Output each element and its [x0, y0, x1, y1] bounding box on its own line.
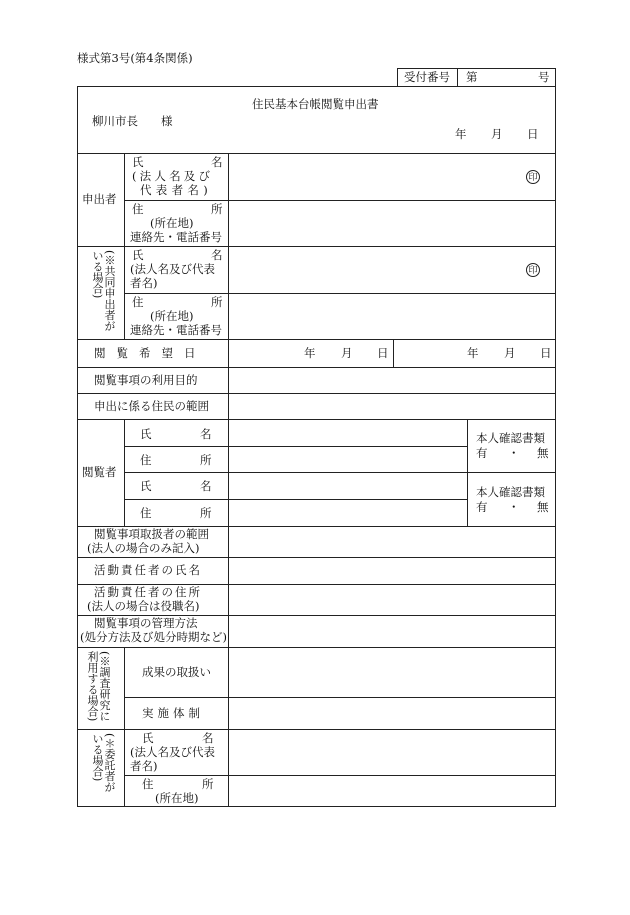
- applicant-label: 申出者: [82, 192, 117, 206]
- viewer1-name-label-1: 氏: [140, 427, 152, 441]
- viewer2-name-field[interactable]: [232, 475, 464, 496]
- co-applicant-address-sub: (所在地): [150, 309, 194, 323]
- co-applicant-address-label-1: 住: [132, 295, 144, 309]
- viewing-date-to-field[interactable]: [396, 342, 552, 364]
- contractor-address-label-2: 所: [202, 777, 214, 791]
- activity-name-label: 活動責任者の氏名: [94, 563, 202, 577]
- viewer1-name-label-2: 名: [200, 427, 212, 441]
- co-applicant-contact-label: 連絡先・電話番号: [130, 323, 222, 337]
- viewing-date-from-field[interactable]: [232, 342, 390, 364]
- contractor-name-field[interactable]: [232, 732, 552, 772]
- viewer2-id-docs-sep: ・: [508, 500, 520, 514]
- viewer2-id-docs-label: 本人確認書類: [476, 485, 545, 499]
- viewer2-address-label-2: 所: [200, 506, 212, 520]
- handler-scope-line2: (法人の場合のみ記入): [87, 541, 200, 555]
- scope-field[interactable]: [232, 396, 552, 416]
- date-month: 月: [491, 127, 503, 141]
- co-applicant-seal-icon: 印: [526, 263, 540, 277]
- scope-label: 申出に係る住民の範囲: [94, 399, 209, 413]
- contractor-label: (＊委託者がいる場合): [91, 733, 116, 793]
- viewing-date-from-day: 日: [377, 346, 389, 360]
- application-date-field[interactable]: [420, 126, 550, 143]
- applicant-name-label-1: 氏: [132, 155, 144, 169]
- research-results-label: 成果の取扱い: [142, 665, 211, 679]
- viewer1-address-label-2: 所: [200, 453, 212, 467]
- co-applicant-address-label-2: 所: [211, 295, 223, 309]
- viewer1-id-docs-no[interactable]: 無: [537, 446, 549, 460]
- contractor-address-field[interactable]: [232, 778, 552, 804]
- handler-scope-line1: 閲覧事項取扱者の範囲: [94, 527, 209, 541]
- applicant-name-field[interactable]: [232, 156, 512, 196]
- contractor-name-label-1: 氏: [142, 731, 154, 745]
- form-title: 住民基本台帳閲覧申出書: [252, 97, 379, 111]
- contractor-name-sub1: (法人名及び代表: [130, 745, 215, 759]
- viewer1-address-field[interactable]: [232, 449, 464, 469]
- co-applicant-label: (※共同申出者がいる場合): [91, 250, 116, 332]
- receipt-number-field[interactable]: [478, 70, 534, 85]
- co-applicant-name-field[interactable]: [232, 249, 512, 289]
- applicant-name-sub2: 代表者名): [140, 183, 212, 197]
- viewer2-name-label-2: 名: [200, 479, 212, 493]
- contractor-name-sub2: 者名): [130, 759, 158, 773]
- research-system-field[interactable]: [232, 700, 552, 726]
- form-number: 様式第3号(第4条関係): [77, 51, 193, 65]
- contractor-address-label-1: 住: [142, 777, 154, 791]
- addressee: 柳川市長 様: [92, 114, 173, 128]
- research-label: (※調査研究に利用する場合): [86, 651, 111, 722]
- viewer1-id-docs-yes[interactable]: 有: [476, 446, 488, 460]
- activity-address-line1: 活動責任者の住所: [94, 585, 202, 599]
- date-year: 年: [455, 127, 467, 141]
- viewer1-name-field[interactable]: [232, 422, 464, 443]
- viewer1-address-label-1: 住: [140, 453, 152, 467]
- viewing-date-to-year: 年: [467, 346, 479, 360]
- viewer2-id-docs-no[interactable]: 無: [537, 500, 549, 514]
- receipt-number-prefix: 第: [466, 70, 478, 84]
- viewing-date-to-day: 日: [540, 346, 552, 360]
- activity-name-field[interactable]: [232, 560, 552, 581]
- viewer2-address-label-1: 住: [140, 506, 152, 520]
- viewer1-id-docs-sep: ・: [508, 446, 520, 460]
- management-line1: 閲覧事項の管理方法: [94, 616, 198, 630]
- purpose-label: 閲覧事項の利用目的: [94, 373, 198, 387]
- activity-address-line2: (法人の場合は役職名): [87, 599, 200, 613]
- co-applicant-name-label-2: 名: [211, 248, 223, 262]
- applicant-contact-label: 連絡先・電話番号: [130, 230, 222, 244]
- co-applicant-name-label-1: 氏: [132, 248, 144, 262]
- research-system-label: 実施体制: [142, 706, 204, 720]
- viewer2-id-docs-yes[interactable]: 有: [476, 500, 488, 514]
- research-results-field[interactable]: [232, 650, 552, 694]
- co-applicant-address-field[interactable]: [232, 296, 550, 336]
- viewing-date-from-year: 年: [304, 346, 316, 360]
- viewer2-name-label-1: 氏: [140, 479, 152, 493]
- contractor-address-sub: (所在地): [155, 791, 199, 805]
- co-applicant-name-sub2: 者名): [130, 276, 158, 290]
- date-day: 日: [527, 127, 539, 141]
- applicant-address-field[interactable]: [232, 203, 550, 243]
- viewers-label: 閲覧者: [82, 465, 117, 479]
- handler-scope-field[interactable]: [232, 529, 552, 555]
- management-field[interactable]: [232, 618, 552, 644]
- receipt-number-label: 受付番号: [404, 70, 450, 84]
- applicant-address-sub: (所在地): [150, 216, 194, 230]
- activity-address-field[interactable]: [232, 587, 552, 613]
- applicant-seal-icon: 印: [526, 170, 540, 184]
- applicant-address-label-2: 所: [211, 202, 223, 216]
- viewer1-id-docs-label: 本人確認書類: [476, 431, 545, 445]
- management-line2: (処分方法及び処分時期など): [80, 630, 227, 644]
- viewing-date-from-month: 月: [341, 346, 353, 360]
- receipt-number-suffix: 号: [538, 70, 550, 84]
- viewing-date-to-month: 月: [504, 346, 516, 360]
- contractor-name-label-2: 名: [202, 731, 214, 745]
- purpose-field[interactable]: [232, 370, 552, 390]
- co-applicant-name-sub1: (法人名及び代表: [130, 262, 215, 276]
- viewer2-address-field[interactable]: [232, 502, 464, 523]
- applicant-name-label-2: 名: [211, 155, 223, 169]
- applicant-name-sub1: [132, 170, 224, 183]
- viewing-date-label: 閲覧希望日: [94, 346, 207, 360]
- applicant-address-label-1: 住: [132, 202, 144, 216]
- applicant-name-sub1-text: (法人名及び: [132, 169, 214, 183]
